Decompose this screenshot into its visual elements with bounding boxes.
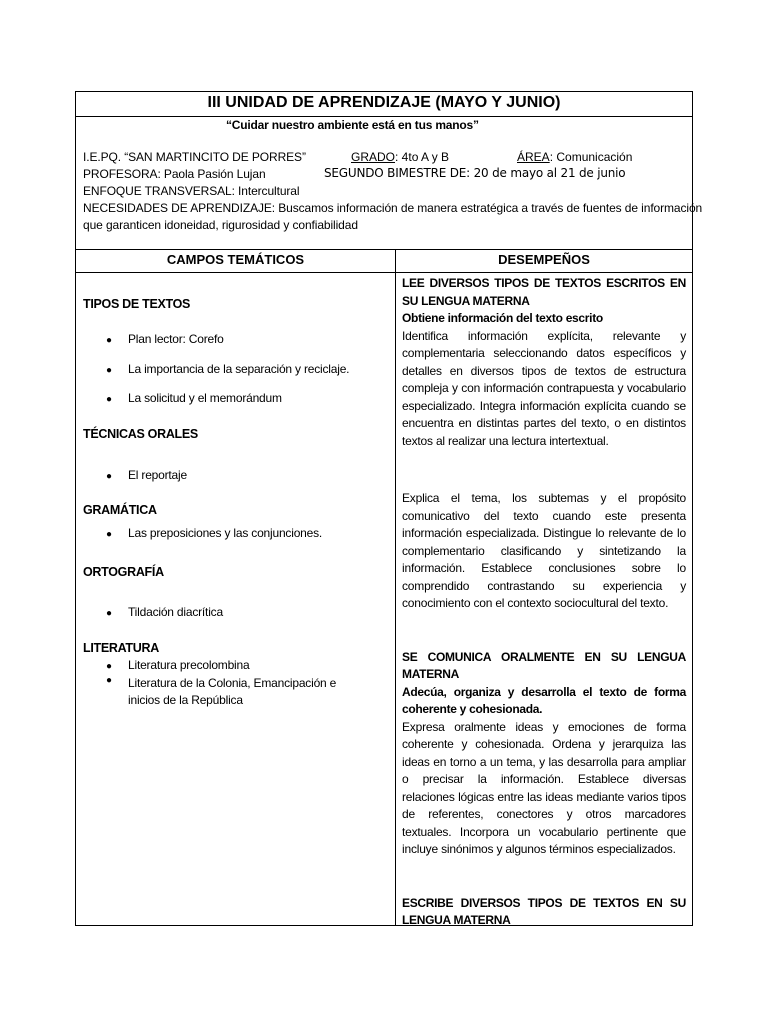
approach-line: ENFOQUE TRANSVERSAL: Intercultural: [83, 184, 300, 198]
capacity-title-reading: Obtiene información del texto escrito: [402, 311, 603, 325]
list-item: ● La solicitud y el memorándum: [106, 391, 282, 405]
capacity-title-oral: Adecúa, organiza y desarrolla el texto de forma coherente y cohesionada.: [402, 684, 686, 716]
bullet-icon: ●: [106, 661, 112, 672]
grade-field: [351, 150, 449, 164]
topics-header: CAMPOS TEMÁTICOS: [76, 250, 395, 273]
list-item: ● Las preposiciones y las conjunciones.: [106, 526, 323, 540]
bullet-icon: ●: [106, 394, 112, 405]
performance-text: Explica el tema, los subtemas y el propósito comunicativo del texto cuando este presenta información especializada. Distingue lo relevante de lo complementario clasificando y sintetizando la información. Establece conclusiones sobre lo comprendido contrastando su experiencia y conocimiento con el contexto sociocultural del texto.: [402, 491, 686, 610]
unit-plan-table: [75, 91, 703, 927]
competency-title-reading: LEE DIVERSOS TIPOS DE TEXTOS ESCRITOS EN SU LENGUA MATERNA: [402, 276, 686, 308]
performances-body: [396, 273, 692, 925]
bimester-text: SEGUNDO BIMESTRE DE: 20 de mayo al 21 de junio: [324, 166, 626, 180]
section-title-orthography: ORTOGRAFÍA: [83, 565, 164, 579]
bullet-icon: ●: [106, 529, 112, 540]
performance-text: Identifica información explícita, relevante y complementaria seleccionando datos específicos y detalles en diversos tipos de textos de estructura compleja y con información contrapuesta y vocabulario especializado. Integra información explícita cuando se encuentra en distintas partes del texto, o en distintos textos al realizar una lectura intertextual.: [402, 328, 686, 448]
competency-title-writing: ESCRIBE DIVERSOS TIPOS DE TEXTOS EN SU LENGUA MATERNA: [402, 895, 686, 927]
needs-line-2: que garanticen idoneidad, rigurosidad y confiabilidad: [83, 218, 358, 232]
area-field: [517, 150, 632, 164]
school-name: I.E.PQ. “SAN MARTINCITO DE PORRES”: [83, 150, 306, 164]
list-item: ● Literatura de la Colonia, Emancipación e inicios de la República: [106, 675, 337, 707]
bullet-icon: ●: [106, 608, 112, 619]
topics-column: [76, 250, 396, 925]
section-title-literature: LITERATURA: [83, 641, 159, 655]
needs-line-1: NECESIDADES DE APRENDIZAJE: Buscamos información de manera estratégica a través de fuentes de información: [83, 201, 703, 215]
bullet-icon: ●: [106, 471, 112, 482]
motto: “Cuidar nuestro ambiente está en tus manos”: [226, 118, 479, 132]
list-item: ● La importancia de la separación y reciclaje.: [106, 362, 350, 376]
competency-title-oral: SE COMUNICA ORALMENTE EN SU LENGUA MATERNA: [402, 649, 686, 681]
list-item: ● El reportaje: [106, 468, 187, 482]
section-title-grammar: GRAMÁTICA: [83, 503, 157, 517]
bullet-icon: ●: [106, 335, 112, 346]
document-title: III UNIDAD DE APRENDIZAJE (MAYO Y JUNIO): [76, 92, 692, 117]
grade-label: GRADO: [351, 150, 396, 164]
content-grid: [76, 250, 692, 925]
grade-value: : 4to A y B: [395, 150, 450, 164]
bullet-icon: ●: [106, 365, 112, 376]
teacher-line: PROFESORA: Paola Pasión Lujan: [83, 167, 266, 181]
performances-column: [396, 250, 692, 925]
performance-text: Expresa oralmente ideas y emociones de forma coherente y cohesionada. Ordena y jerarquiza las ideas en torno a un tema, y las desarrolla para ampliar o precisar la información. Establece diversas relaciones lógicas entre las ideas mediante varios tipos de referentes, conectores y otros marcadores textuales. Incorpora un vocabulario pertinente que incluye sinónimos y algunos términos especializados.: [402, 719, 686, 856]
performances-header: DESEMPEÑOS: [396, 250, 692, 273]
bullet-icon: ●: [106, 675, 112, 686]
area-value: : Comunicación: [549, 150, 633, 164]
section-title-oral: TÉCNICAS ORALES: [83, 427, 198, 441]
topics-body: [76, 273, 395, 925]
area-label: ÁREA: [517, 150, 550, 164]
section-title-text-types: TIPOS DE TEXTOS: [83, 297, 191, 311]
list-item: ● Plan lector: Corefo: [106, 332, 224, 346]
list-item: ● Tildación diacrítica: [106, 605, 223, 619]
list-item: ● Literatura precolombina: [106, 658, 250, 672]
info-block: [76, 117, 703, 250]
school-line: [83, 150, 306, 164]
